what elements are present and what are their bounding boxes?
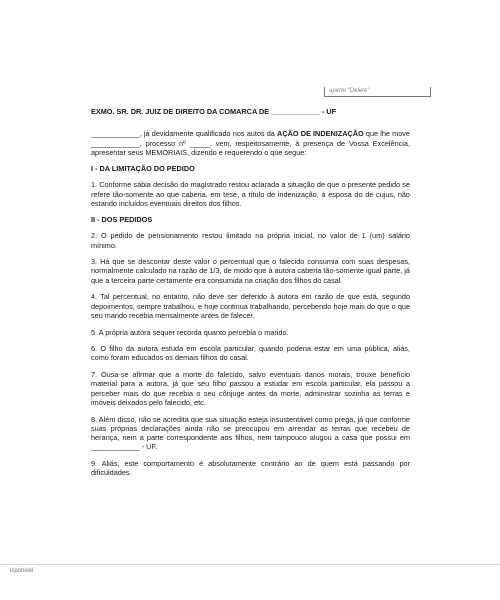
document-header: EXMO. SR. DR. JUIZ DE DIREITO DA COMARCA DE ____________ - UF <box>91 107 337 116</box>
delete-hint-text: aperte "Delete" <box>329 88 370 94</box>
intro-text-2: que lhe move ____________, processo nº _____, vem, respeitosamente, à presença de Vossa Excelência, apresentar seus MEMORIAIS, dizendo e requerendo o que segue: <box>91 129 410 157</box>
action-title: AÇÃO DE INDENIZAÇÃO <box>277 129 364 139</box>
paragraph-1: 1. Conforme sábia decisão do magistrado restou aclarada a situação de que o presente pedido se refere tão-somente ao que caberia, em tese, a título de indenização, à esposa do de cujus, não estando incluídos eventuais direitos dos filhos. <box>91 180 410 208</box>
paragraph-9: 9. Aliás, este comportamento é absolutamente contrário ao de quem está passando por dificuldades. <box>91 458 410 478</box>
intro-text-1: ____________, já devidamente qualificado nos autos da <box>91 129 278 139</box>
footer-text: icponivel <box>10 568 34 574</box>
paragraph-3: 3. Há que se descontar deste valor o percentual que o falecido consumia com suas despesas, normalmente calculado na razão de 1/3, de modo que à autora caberia tão-somente igual parte, já que a terceira parte certamente era consumida na criação dos filhos do casal. <box>91 257 410 285</box>
paragraph-2: 2. O pedido de pensionamento restou limitado na própria inicial, no valor de 1 (um) salário mínimo. <box>91 231 410 250</box>
document-body <box>91 107 410 485</box>
paragraph-8: 8. Além disso, não se acredita que sua situação esteja insustentável como prega, já que conforme suas próprias declarações ainda não se preocupou em arrendar as terras que recebeu de herança, nem a parte correspondente aos filhos, nem tampouco alugou a casa que possui em ____________ - UF. <box>91 414 410 452</box>
section-title-pedidos: II - DOS PEDIDOS <box>91 215 153 225</box>
paragraph-4: 4. Tal percentual, no entanto, não deve ser deferido à autora em razão de que está, segundo depoimentos, sempre trabalhou, e hoje continua trabalhando, percebendo hoje mais do que o que seu marido recebia mensalmente antes de falecer. <box>91 292 410 320</box>
intro-paragraph <box>91 129 410 157</box>
footer-divider <box>0 564 500 565</box>
paragraph-6: 6. O filho da autora estuda em escola particular, quando poderia estar em uma pública, aliás, como foram educados os demais filhos do casal. <box>91 344 410 363</box>
paragraph-5: 5. A própria autora sequer recorda quanto percebia o marido. <box>91 327 289 337</box>
delete-hint-box <box>324 87 431 97</box>
section-title-limitacao: I - DA LIMITAÇÃO DO PEDIDO <box>91 164 195 174</box>
paragraph-7: 7. Ousa-se afirmar que a morte do falecido, salvo eventuais danos morais, trouxe benefício material para a autora, já que seu filho passou a estudar em escola particular, ela passou a perceber mais do que recebia o seu cônjuge antes da morte, administrar sozinha as terras e imóveis deixados pelo falecido, etc. <box>91 370 410 407</box>
